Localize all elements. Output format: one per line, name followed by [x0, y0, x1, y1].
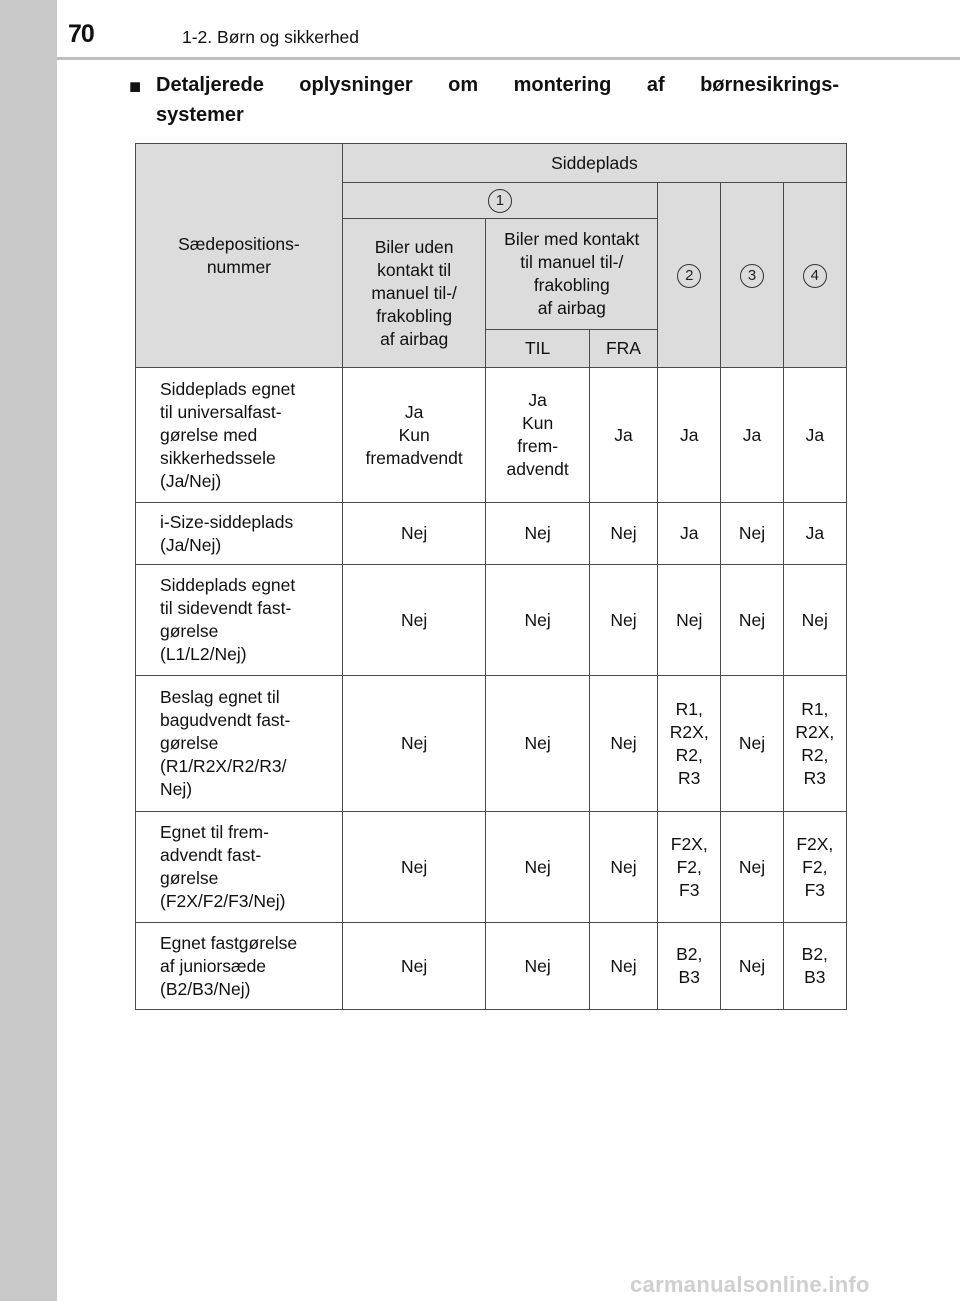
table-cell: Nej: [589, 812, 657, 923]
header-divider: [57, 57, 960, 60]
table-cell: Ja: [658, 368, 721, 503]
page-number: 70: [68, 20, 94, 48]
installation-table: [135, 143, 847, 1010]
section-title: 1-2. Børn og sikkerhed: [182, 27, 360, 47]
seating-position-label: Siddeplads: [551, 152, 638, 173]
table-cell: R1, R2X, R2, R3: [658, 676, 721, 812]
table-cell: Nej: [658, 565, 721, 676]
table-cell: Nej: [486, 812, 589, 923]
til-header: [486, 330, 589, 368]
table-row: [136, 923, 847, 1010]
row-label: Siddeplads egnet til universalfast- gørelse med sikkerhedssele (Ja/Nej): [136, 368, 343, 503]
no-airbag-switch-label: Biler uden kontakt til manuel til-/ frakobling af airbag: [371, 236, 457, 349]
circle-1-icon: 1: [488, 189, 512, 213]
table-cell: Nej: [486, 923, 589, 1010]
row-label: i-Size-siddeplads (Ja/Nej): [136, 503, 343, 565]
table-row: [136, 676, 847, 812]
table-cell: Nej: [486, 503, 589, 565]
seat-position-label: Sædepositions- nummer: [178, 233, 300, 277]
fra-label: FRA: [605, 338, 641, 358]
table-row: [136, 503, 847, 565]
table-cell: Ja: [783, 368, 846, 503]
table-cell: Ja Kun fremadvendt: [342, 368, 486, 503]
position-2-header: [658, 183, 721, 368]
table-cell: Nej: [342, 812, 486, 923]
row-label: Egnet til frem- advendt fast- gørelse (F2X/F2/F3/Nej): [136, 812, 343, 923]
position-4-header: [783, 183, 846, 368]
table-cell: Nej: [342, 676, 486, 812]
table-cell: Nej: [486, 565, 589, 676]
table-cell: Nej: [589, 923, 657, 1010]
airbag-switch-label: Biler med kontakt til manuel til-/ frakobling af airbag: [504, 229, 640, 318]
circle-4-icon: 4: [803, 264, 827, 288]
table-cell: Nej: [589, 503, 657, 565]
table-cell: Nej: [783, 565, 846, 676]
table-cell: Ja: [589, 368, 657, 503]
heading-line-2: systemer: [156, 104, 244, 126]
fra-header: [589, 330, 657, 368]
table-cell: Ja: [658, 503, 721, 565]
table-cell: Nej: [342, 923, 486, 1010]
airbag-switch-header: [486, 219, 658, 330]
circle-3-icon: 3: [740, 264, 764, 288]
seat-position-header: [136, 144, 343, 368]
seating-position-header: [342, 144, 846, 183]
table-cell: Ja: [783, 503, 846, 565]
table-cell: Ja: [721, 368, 783, 503]
table-cell: Nej: [721, 812, 783, 923]
table-cell: Nej: [486, 676, 589, 812]
table-cell: Nej: [721, 565, 783, 676]
table-cell: Ja Kun frem- advendt: [486, 368, 589, 503]
circle-2-icon: 2: [677, 264, 701, 288]
page-sidebar-band: [0, 0, 57, 1301]
table-cell: Nej: [342, 565, 486, 676]
til-label: TIL: [524, 338, 551, 358]
table-row: [136, 565, 847, 676]
table-cell: R1, R2X, R2, R3: [783, 676, 846, 812]
table-row: [136, 812, 847, 923]
no-airbag-switch-header: [342, 219, 486, 368]
table-cell: Nej: [342, 503, 486, 565]
table-cell: Nej: [589, 565, 657, 676]
row-label: Siddeplads egnet til sidevendt fast- gørelse (L1/L2/Nej): [136, 565, 343, 676]
position-1-header: [342, 183, 657, 219]
table-cell: Nej: [721, 503, 783, 565]
position-3-header: [721, 183, 783, 368]
table-cell: Nej: [721, 923, 783, 1010]
table-cell: Nej: [589, 676, 657, 812]
table-cell: B2, B3: [783, 923, 846, 1010]
row-label: Egnet fastgørelse af juniorsæde (B2/B3/Nej): [136, 923, 343, 1010]
table-row: [136, 368, 847, 503]
heading-line-1: Detaljerede oplysninger om montering af børnesikrings-: [156, 74, 839, 96]
row-label: Beslag egnet til bagudvendt fast- gørelse (R1/R2X/R2/R3/ Nej): [136, 676, 343, 812]
table-cell: B2, B3: [658, 923, 721, 1010]
square-bullet-icon: ■: [129, 76, 142, 98]
table-cell: F2X, F2, F3: [783, 812, 846, 923]
watermark-text: carmanualsonline.info: [630, 1272, 870, 1297]
table-cell: Nej: [721, 676, 783, 812]
table-cell: F2X, F2, F3: [658, 812, 721, 923]
